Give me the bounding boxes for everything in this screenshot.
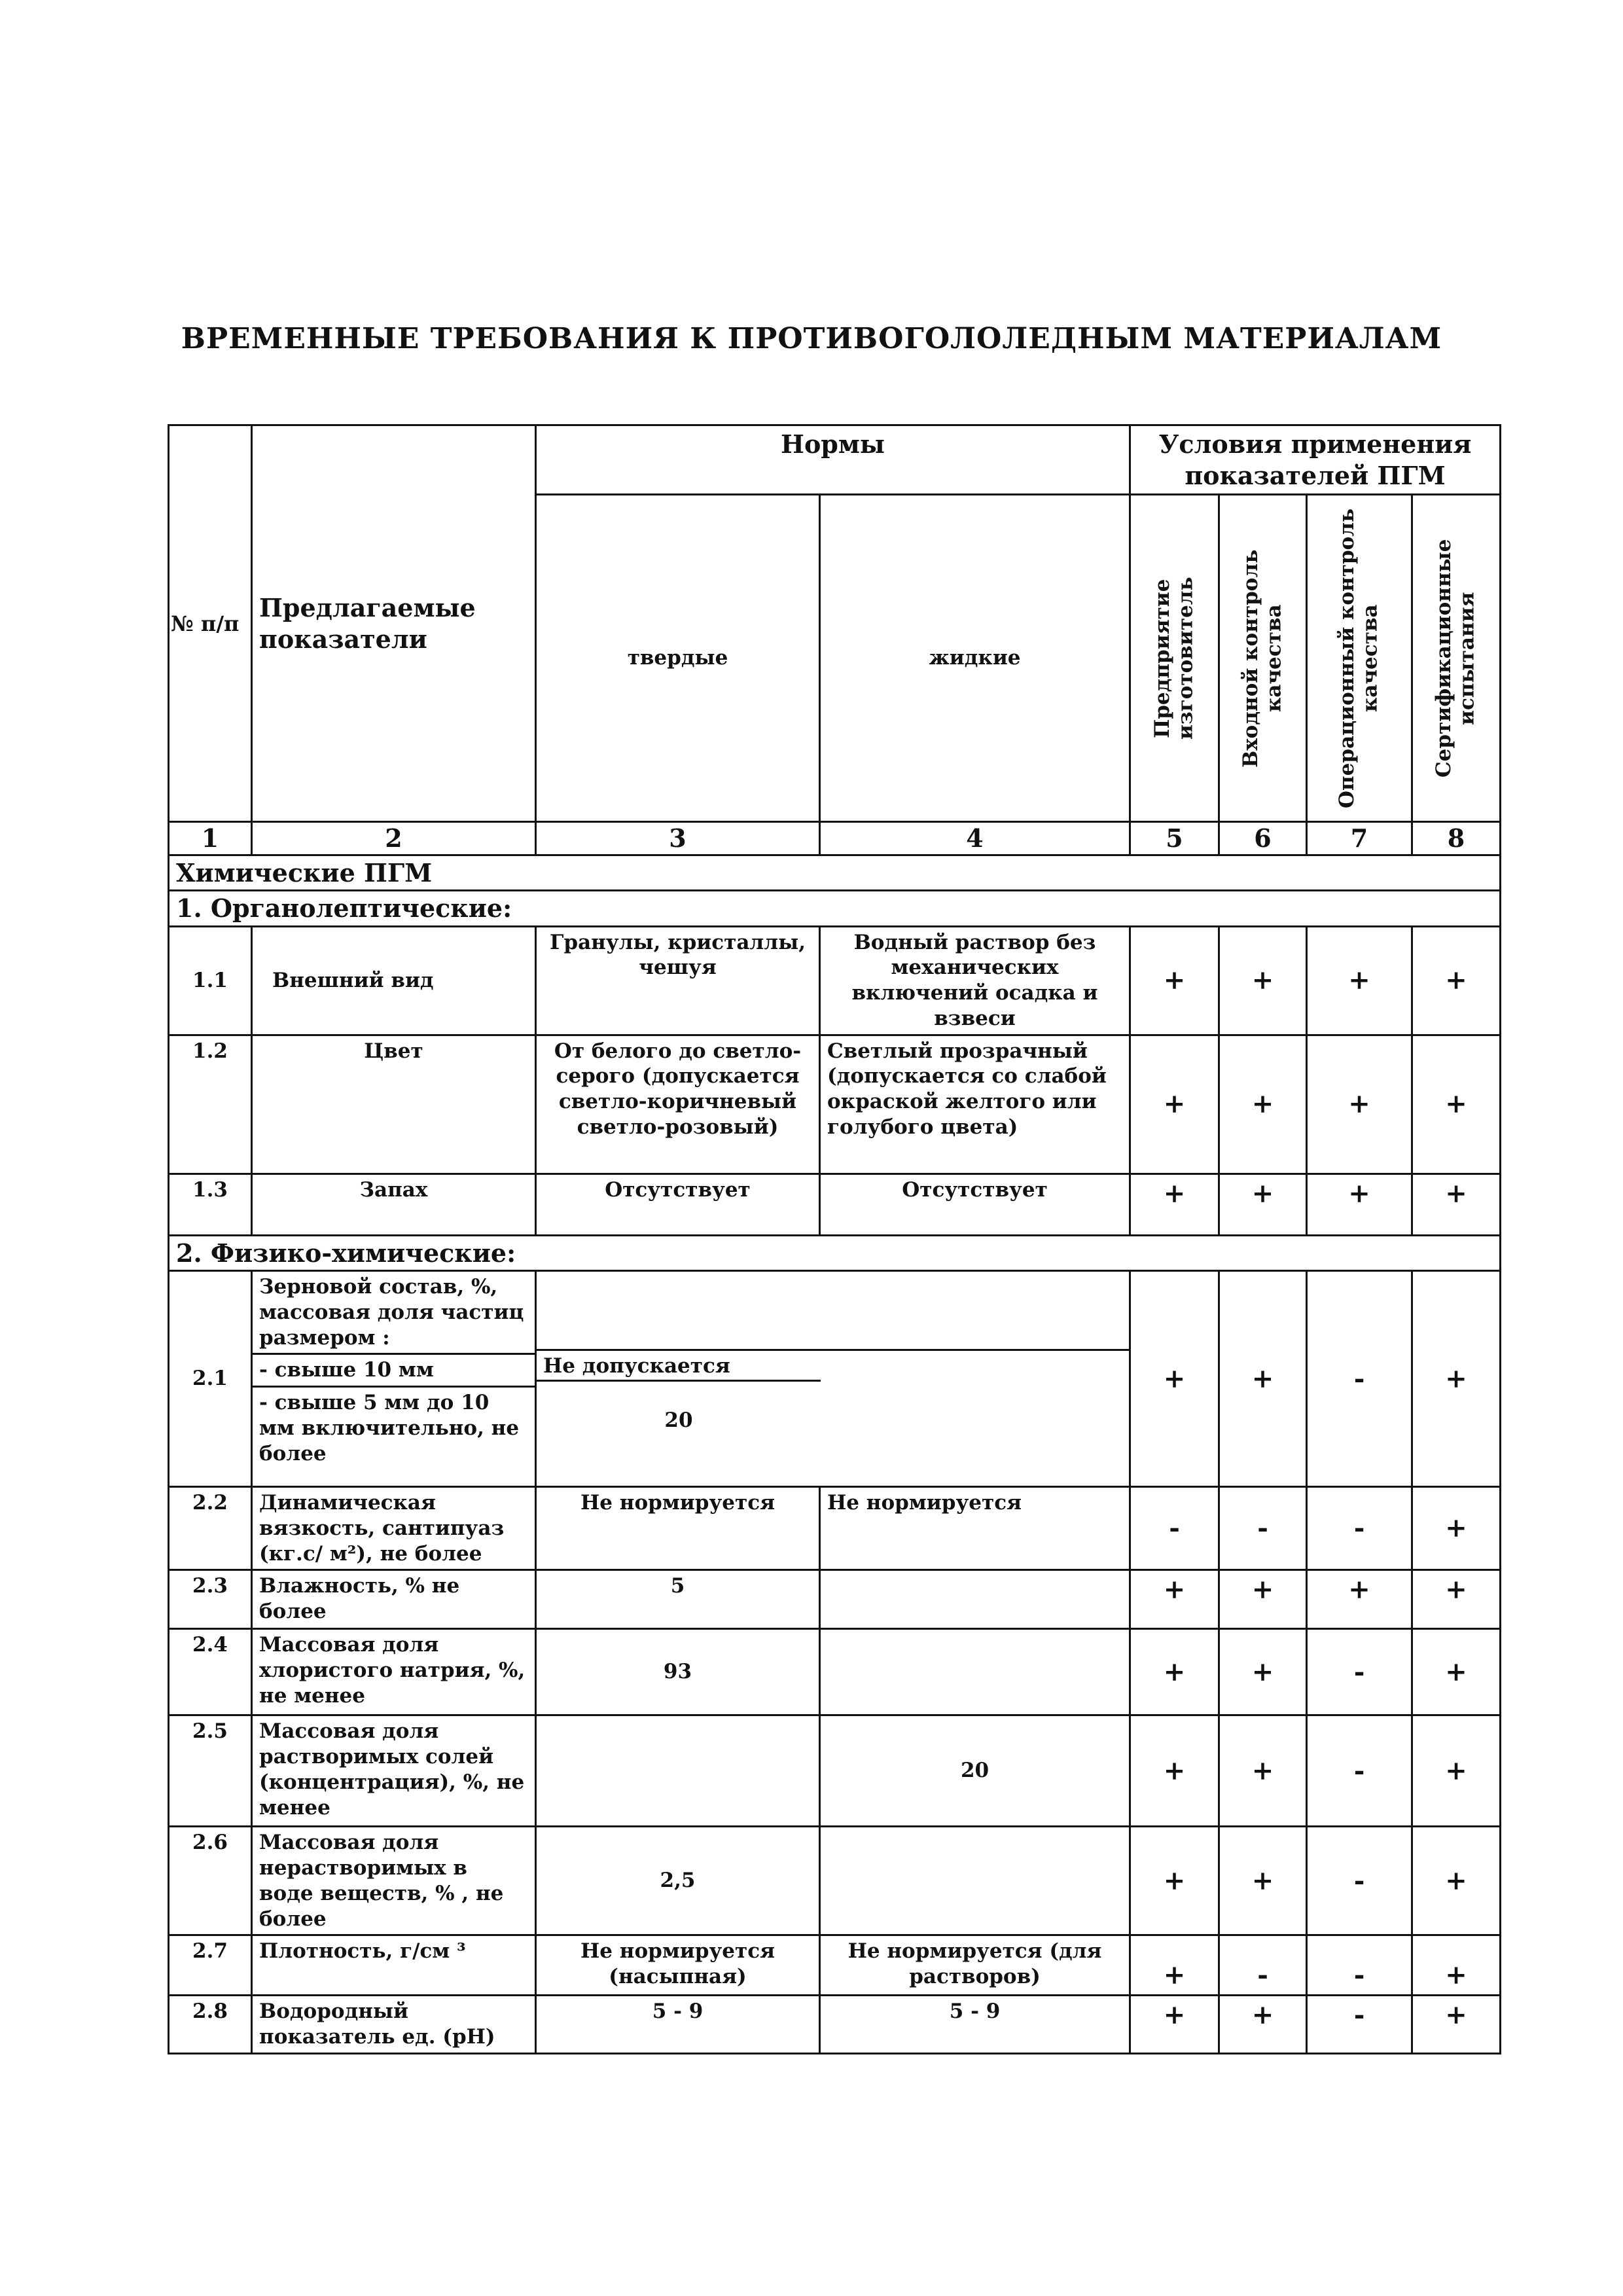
row-solid: Не нормируется (насыпная) bbox=[536, 1935, 820, 1996]
table-row bbox=[169, 1629, 1501, 1715]
row-indicator: Плотность, г/см ³ bbox=[252, 1935, 536, 1996]
row-value-a: Не допускается bbox=[537, 1349, 1129, 1380]
row-liquid bbox=[820, 1570, 1130, 1629]
col-number: 3 bbox=[536, 822, 820, 855]
mark-cell: + bbox=[1412, 1715, 1501, 1827]
mark-cell: + bbox=[1130, 1996, 1219, 2054]
table-row bbox=[169, 1996, 1501, 2054]
mark-cell: + bbox=[1412, 1996, 1501, 2054]
row-solid: От белого до светло-серого (допускается светло-коричневый светло-розовый) bbox=[536, 1035, 820, 1174]
row-indicator: Внешний вид bbox=[252, 926, 536, 1035]
mark-cell: + bbox=[1412, 1174, 1501, 1235]
col-number: 8 bbox=[1412, 822, 1501, 855]
mark-cell: + bbox=[1307, 1174, 1412, 1235]
row-liquid: 5 - 9 bbox=[820, 1996, 1130, 2054]
table-row bbox=[169, 1035, 1501, 1174]
row-num: 1.3 bbox=[169, 1174, 252, 1235]
row-liquid: Светлый прозрачный (допускается со слабой окраской желтого или голубого цвета) bbox=[820, 1035, 1130, 1174]
mark-cell: + bbox=[1219, 1827, 1307, 1935]
table-row bbox=[169, 1570, 1501, 1629]
mark-cell: + bbox=[1219, 1271, 1307, 1487]
group-organoleptic: 1. Органолептические: bbox=[169, 891, 1501, 927]
group-physchem: 2. Физико-химические: bbox=[169, 1235, 1501, 1271]
row-indicator-sub-b: - свыше 5 мм до 10 мм включительно, не более bbox=[253, 1386, 535, 1466]
row-indicator: Водородный показатель ед. (рН) bbox=[252, 1996, 536, 2054]
mark-cell: + bbox=[1412, 1271, 1501, 1487]
col-number: 6 bbox=[1219, 822, 1307, 855]
table-row bbox=[169, 1827, 1501, 1935]
mark-cell: - bbox=[1307, 1996, 1412, 2054]
row-indicator-sub-a: - свыше 10 мм bbox=[253, 1353, 535, 1383]
col-number: 5 bbox=[1130, 822, 1219, 855]
header-indicators: Предлагаемые показатели bbox=[252, 425, 536, 822]
row-num: 2.5 bbox=[169, 1715, 252, 1827]
requirements-table bbox=[168, 424, 1501, 2054]
section-chemical-row bbox=[169, 855, 1501, 891]
row-num: 2.6 bbox=[169, 1827, 252, 1935]
mark-cell: + bbox=[1412, 1629, 1501, 1715]
mark-cell: + bbox=[1219, 926, 1307, 1035]
mark-cell: + bbox=[1412, 1487, 1501, 1570]
mark-cell: + bbox=[1307, 1570, 1412, 1629]
mark-cell: - bbox=[1219, 1935, 1307, 1996]
mark-cell: + bbox=[1130, 1715, 1219, 1827]
row-indicator: Массовая доля растворимых солей (концентрация), %, не менее bbox=[252, 1715, 536, 1827]
row-solid: 5 - 9 bbox=[536, 1996, 820, 2054]
mark-cell: + bbox=[1219, 1174, 1307, 1235]
table-row bbox=[169, 1487, 1501, 1570]
header-cond-input-control: Входной контроль качества bbox=[1238, 548, 1286, 768]
header-row-top bbox=[169, 425, 1501, 495]
row-solid: Гранулы, кристаллы, чешуя bbox=[536, 926, 820, 1035]
mark-cell: - bbox=[1130, 1487, 1219, 1570]
row-solid: 93 bbox=[536, 1629, 820, 1715]
mark-cell: + bbox=[1130, 1935, 1219, 1996]
mark-cell: + bbox=[1219, 1629, 1307, 1715]
mark-cell: + bbox=[1219, 1570, 1307, 1629]
mark-cell: - bbox=[1307, 1487, 1412, 1570]
row-indicator: Массовая доля нерастворимых в воде веществ, % , не более bbox=[252, 1827, 536, 1935]
row-indicator: Массовая доля хлористого натрия, %, не менее bbox=[252, 1629, 536, 1715]
row-value-b: 20 bbox=[537, 1380, 821, 1433]
row-num: 1.1 bbox=[169, 926, 252, 1035]
mark-cell: + bbox=[1412, 1570, 1501, 1629]
mark-cell: + bbox=[1307, 926, 1412, 1035]
group-physchem-row bbox=[169, 1235, 1501, 1271]
header-cond-certification: Сертификационные испытания bbox=[1432, 539, 1480, 778]
row-num: 2.1 bbox=[169, 1271, 252, 1487]
mark-cell: + bbox=[1130, 1271, 1219, 1487]
row-num: 2.3 bbox=[169, 1570, 252, 1629]
mark-cell: - bbox=[1307, 1935, 1412, 1996]
row-indicator: Динамическая вязкость, сантипуаз (кг.с/ м²), не более bbox=[252, 1487, 536, 1570]
row-num: 2.7 bbox=[169, 1935, 252, 1996]
row-solid bbox=[536, 1715, 820, 1827]
mark-cell: + bbox=[1130, 926, 1219, 1035]
row-liquid: Водный раствор без механических включений осадка и взвеси bbox=[820, 926, 1130, 1035]
mark-cell: + bbox=[1412, 1827, 1501, 1935]
col-number: 7 bbox=[1307, 822, 1412, 855]
col-number: 1 bbox=[169, 822, 252, 855]
header-cond-manufacturer: Предприятие изготовитель bbox=[1150, 577, 1198, 740]
table-row bbox=[169, 1174, 1501, 1235]
column-numbers-row bbox=[169, 822, 1501, 855]
mark-cell: - bbox=[1219, 1487, 1307, 1570]
mark-cell: + bbox=[1307, 1035, 1412, 1174]
mark-cell: + bbox=[1412, 926, 1501, 1035]
mark-cell: + bbox=[1130, 1174, 1219, 1235]
header-cond-operational-control: Операционный контроль качества bbox=[1335, 508, 1383, 808]
row-num: 2.2 bbox=[169, 1487, 252, 1570]
row-liquid: Отсутствует bbox=[820, 1174, 1130, 1235]
row-solid: Отсутствует bbox=[536, 1174, 820, 1235]
table-row bbox=[169, 1715, 1501, 1827]
mark-cell: + bbox=[1219, 1996, 1307, 2054]
row-solid: 2,5 bbox=[536, 1827, 820, 1935]
row-num: 1.2 bbox=[169, 1035, 252, 1174]
header-solid: твердые bbox=[536, 495, 820, 822]
row-indicator: Запах bbox=[252, 1174, 536, 1235]
col-number: 4 bbox=[820, 822, 1130, 855]
row-indicator: Влажность, % не более bbox=[252, 1570, 536, 1629]
mark-cell: + bbox=[1130, 1570, 1219, 1629]
mark-cell: + bbox=[1219, 1035, 1307, 1174]
mark-cell: + bbox=[1412, 1035, 1501, 1174]
page-title: ВРЕМЕННЫЕ ТРЕБОВАНИЯ К ПРОТИВОГОЛОЛЕДНЫМ МАТЕРИАЛАМ bbox=[181, 322, 1442, 355]
row-indicator: Зерновой состав, %, массовая доля частиц размером : bbox=[259, 1275, 524, 1350]
row-liquid: 20 bbox=[820, 1715, 1130, 1827]
row-indicator: Цвет bbox=[252, 1035, 536, 1174]
mark-cell: + bbox=[1130, 1629, 1219, 1715]
mark-cell: - bbox=[1307, 1629, 1412, 1715]
table-row bbox=[169, 1271, 1501, 1487]
row-num: 2.8 bbox=[169, 1996, 252, 2054]
header-liquid: жидкие bbox=[820, 495, 1130, 822]
table-row bbox=[169, 1935, 1501, 1996]
group-organoleptic-row bbox=[169, 891, 1501, 927]
mark-cell: - bbox=[1307, 1271, 1412, 1487]
mark-cell: - bbox=[1307, 1715, 1412, 1827]
mark-cell: + bbox=[1219, 1715, 1307, 1827]
header-num: № п/п bbox=[169, 425, 252, 822]
row-liquid bbox=[820, 1827, 1130, 1935]
row-solid: Не нормируется bbox=[536, 1487, 820, 1570]
col-number: 2 bbox=[252, 822, 536, 855]
mark-cell: + bbox=[1130, 1827, 1219, 1935]
mark-cell: + bbox=[1130, 1035, 1219, 1174]
header-conditions: Условия применения показателей ПГМ bbox=[1130, 425, 1501, 495]
row-solid: 5 bbox=[536, 1570, 820, 1629]
row-liquid: Не нормируется (для растворов) bbox=[820, 1935, 1130, 1996]
row-liquid: Не нормируется bbox=[820, 1487, 1130, 1570]
header-norms: Нормы bbox=[536, 425, 1130, 495]
section-chemical: Химические ПГМ bbox=[169, 855, 1501, 891]
mark-cell: + bbox=[1412, 1935, 1501, 1996]
row-liquid bbox=[820, 1629, 1130, 1715]
mark-cell: - bbox=[1307, 1827, 1412, 1935]
row-num: 2.4 bbox=[169, 1629, 252, 1715]
table-row bbox=[169, 926, 1501, 1035]
